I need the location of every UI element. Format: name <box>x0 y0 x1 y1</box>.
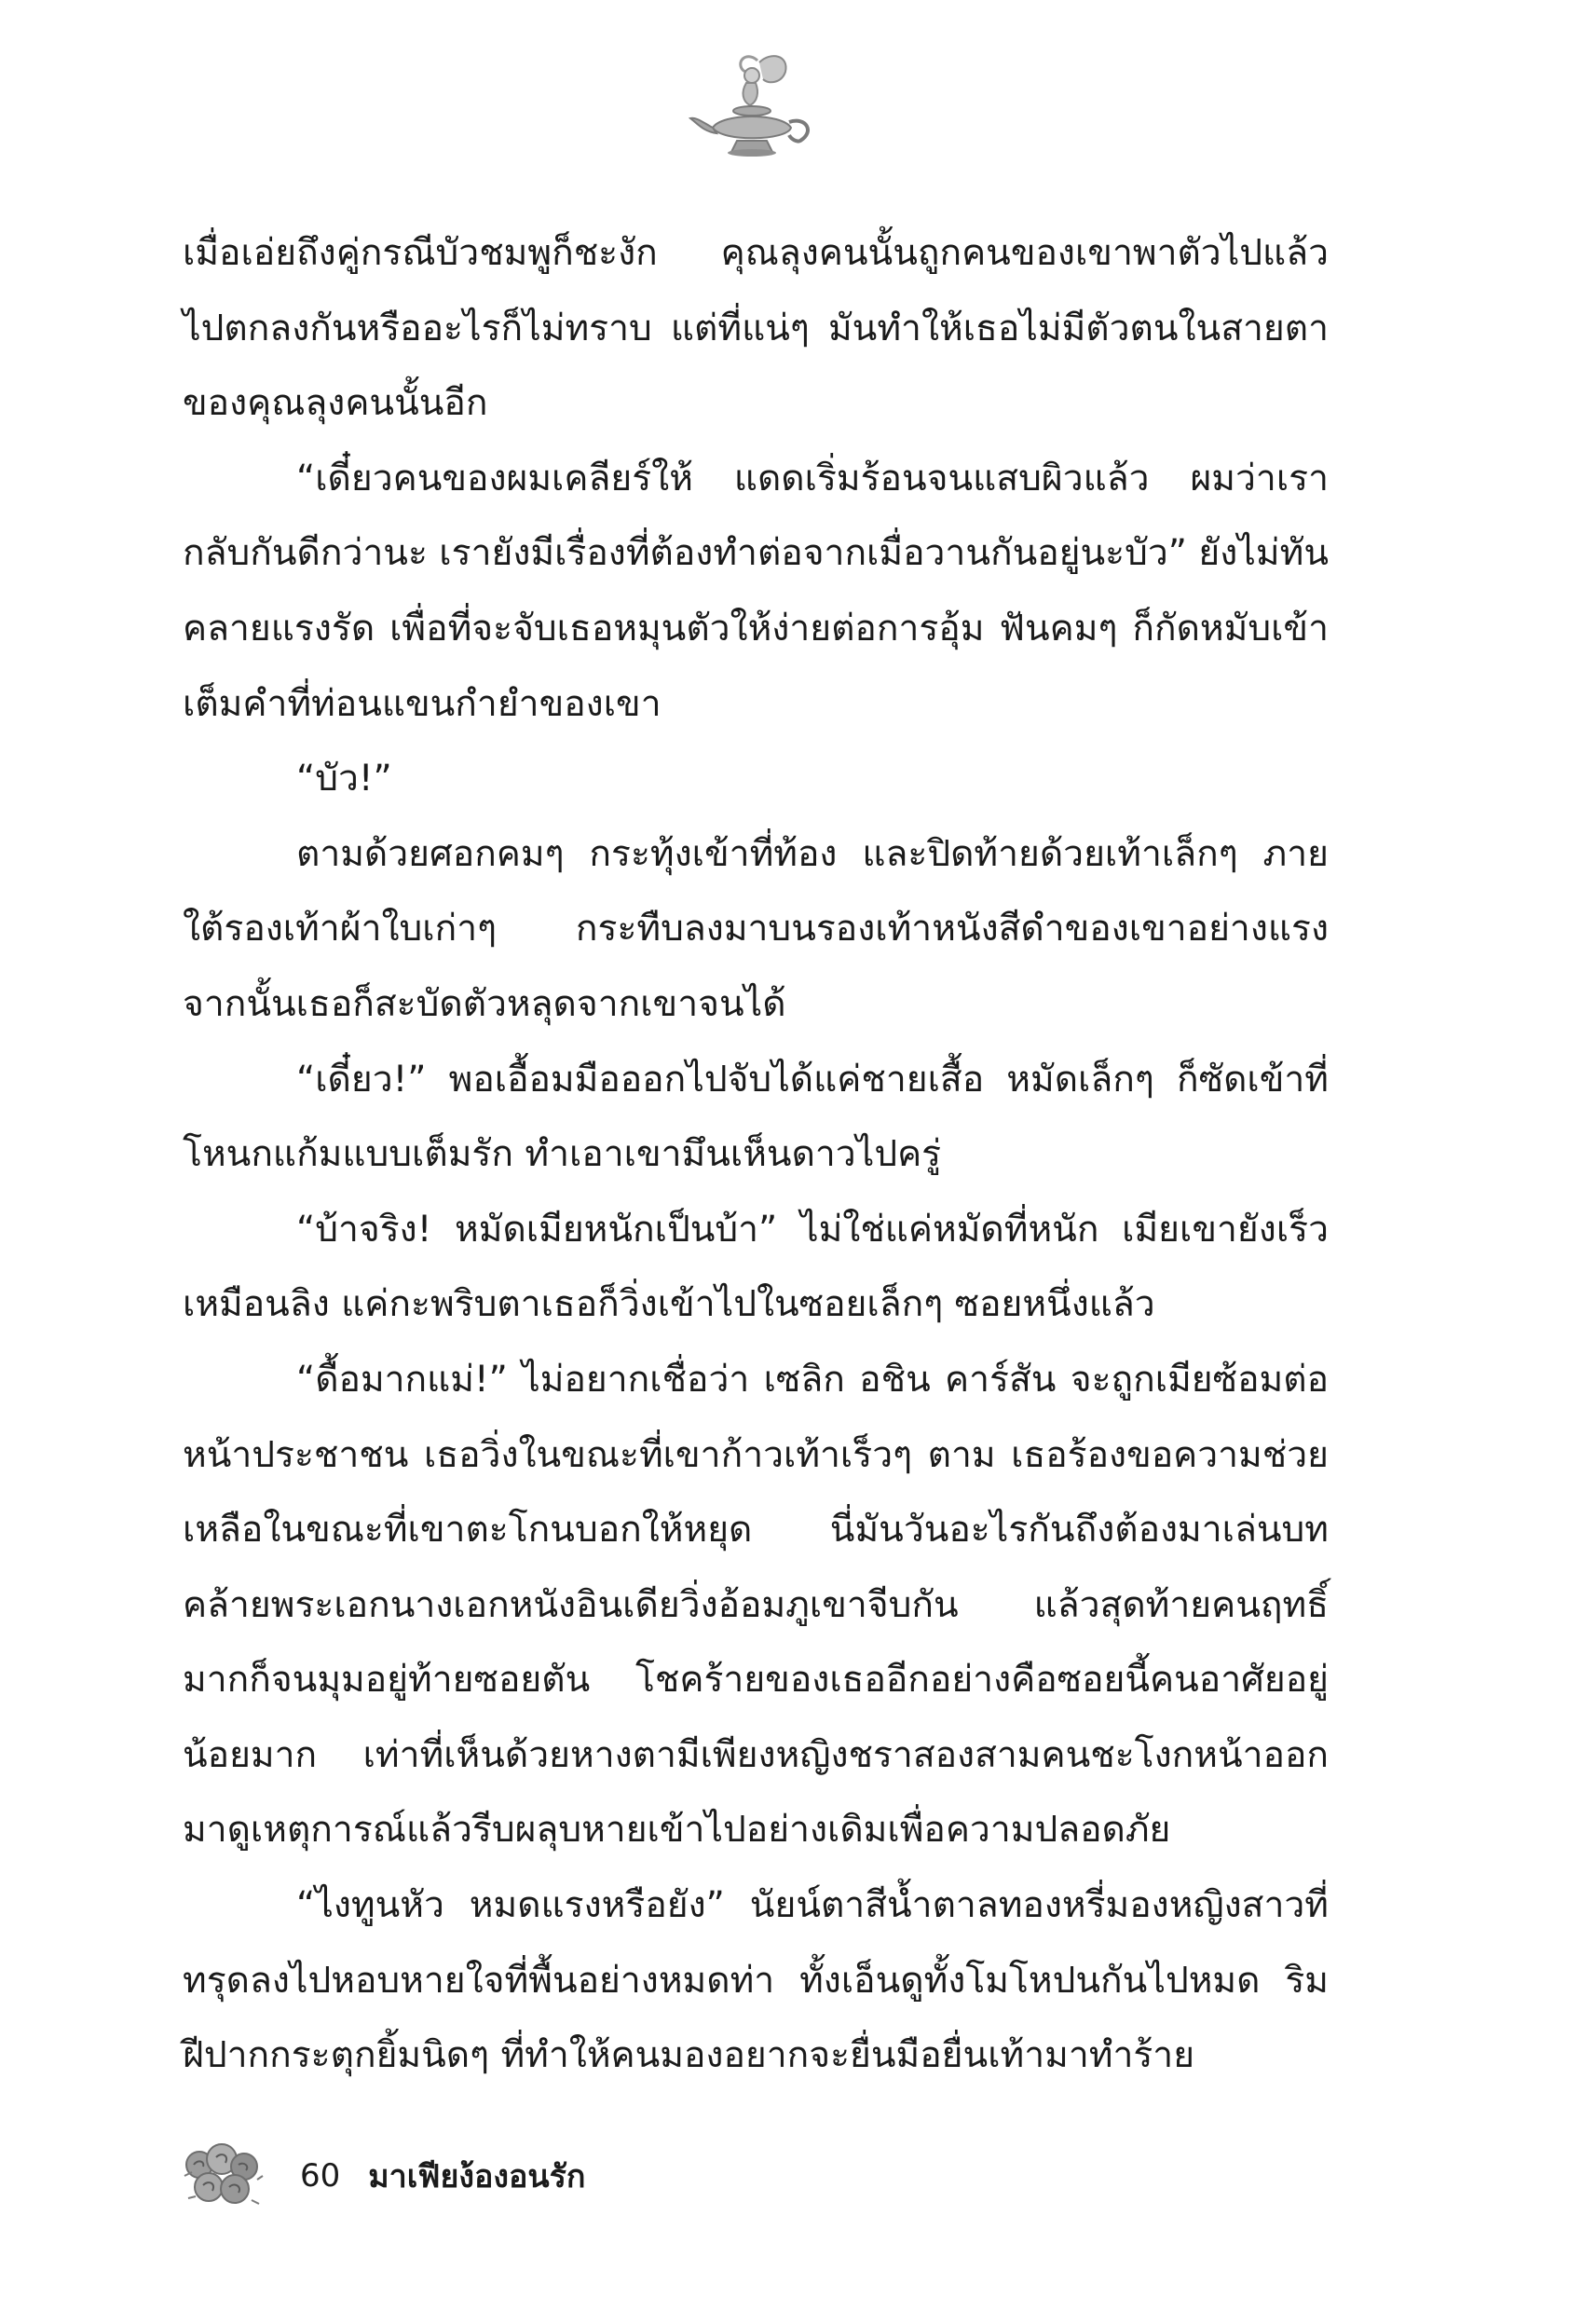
lamp-cherub-ornament-icon <box>685 51 825 163</box>
book-title: มาเฟียง้องอนรัก <box>368 2158 586 2195</box>
paragraph: “บ้าจริง! หมัดเมียหนักเป็นบ้า” ไม่ใช่แค่หมัดที่หนัก เมียเขายังเร็วเหมือนลิง แค่กะพริบตาเธอก็วิ่งเข้าไปในซอยเล็กๆ ซอยหนึ่งแล้ว <box>183 1208 1329 1326</box>
paragraph: เมื่อเอ่ยถึงคู่กรณีบัวชมพูก็ชะงัก คุณลุงคนนั้นถูกคนของเขาพาตัวไปแล้ว ไปตกลงกันหรืออะไรก็ไม่ทราบ แต่ที่แน่ๆ มันทำให้เธอไม่มีตัวตนในสายตาของคุณลุงคนนั้นอีก <box>183 232 1329 425</box>
paragraph: “ไงทูนหัว หมดแรงหรือยัง” นัยน์ตาสีน้ำตาลทองหรี่มองหญิงสาวที่ทรุดลงไปหอบหายใจที่พื้นอย่างหมดท่า ทั้งเอ็นดูทั้งโมโหปนกันไปหมด ริมฝีปากกระตุกยิ้มนิดๆ ที่ทำให้คนมองอยากจะยื่นมือยื่นเท้ามาทำร้าย <box>183 1884 1329 2077</box>
body-text <box>183 216 1329 2094</box>
paragraph: “บัว!” <box>296 758 392 800</box>
paragraph: “เดี๋ยว!” พอเอื้อมมือออกไปจับได้แค่ชายเสื้อ หมัดเล็กๆ ก็ซัดเข้าที่โหนกแก้มแบบเต็มรัก ทำเอาเขามึนเห็นดาวไปครู่ <box>183 1058 1329 1176</box>
page-number: 60 <box>300 2157 341 2195</box>
paragraph: “ดื้อมากแม่!” ไม่อยากเชื่อว่า เซลิก อชิน คาร์สัน จะถูกเมียซ้อมต่อหน้าประชาชน เธอวิ่งในขณะที่เขาก้าวเท้าเร็วๆ ตาม เธอร้องขอความช่วยเหลือในขณะที่เขาตะโกนบอกให้หยุด นี่มันวันอะไรกันถึงต้องมาเล่นบทคล้ายพระเอกนางเอกหนังอินเดียวิ่งอ้อมภูเขาจีบกัน แล้วสุดท้ายคนฤทธิ์มากก็จนมุมอยู่ท้ายซอยตัน โชคร้ายของเธออีกอย่างคือซอยนี้คนอาศัยอยู่น้อยมาก เท่าที่เห็นด้วยหางตามีเพียงหญิงชราสองสามคนชะโงกหน้าออกมาดูเหตุการณ์แล้วรีบผลุบหายเข้าไปอย่างเดิมเพื่อความปลอดภัย <box>183 1358 1329 1852</box>
paragraph: “เดี๋ยวคนของผมเคลียร์ให้ แดดเริ่มร้อนจนแสบผิวแล้ว ผมว่าเรากลับกันดีกว่านะ เรายังมีเรื่องที่ต้องทำต่อจากเมื่อวานกันอยู่นะบัว” ยังไม่ทันคลายแรงรัด เพื่อที่จะจับเธอหมุนตัวให้ง่ายต่อการอุ้ม ฟันคมๆ ก็กัดหมับเข้าเต็มคำที่ท่อนแขนกำยำของเขา <box>183 457 1329 725</box>
paragraph: ตามด้วยศอกคมๆ กระทุ้งเข้าที่ท้อง และปิดท้ายด้วยเท้าเล็กๆ ภายใต้รองเท้าผ้าใบเก่าๆ กระทืบลงมาบนรองเท้าหนังสีดำของเขาอย่างแรง จากนั้นเธอก็สะบัดตัวหลุดจากเขาจนได้ <box>183 832 1329 1025</box>
rose-bouquet-icon <box>179 2139 265 2213</box>
page-footer <box>179 2134 586 2218</box>
